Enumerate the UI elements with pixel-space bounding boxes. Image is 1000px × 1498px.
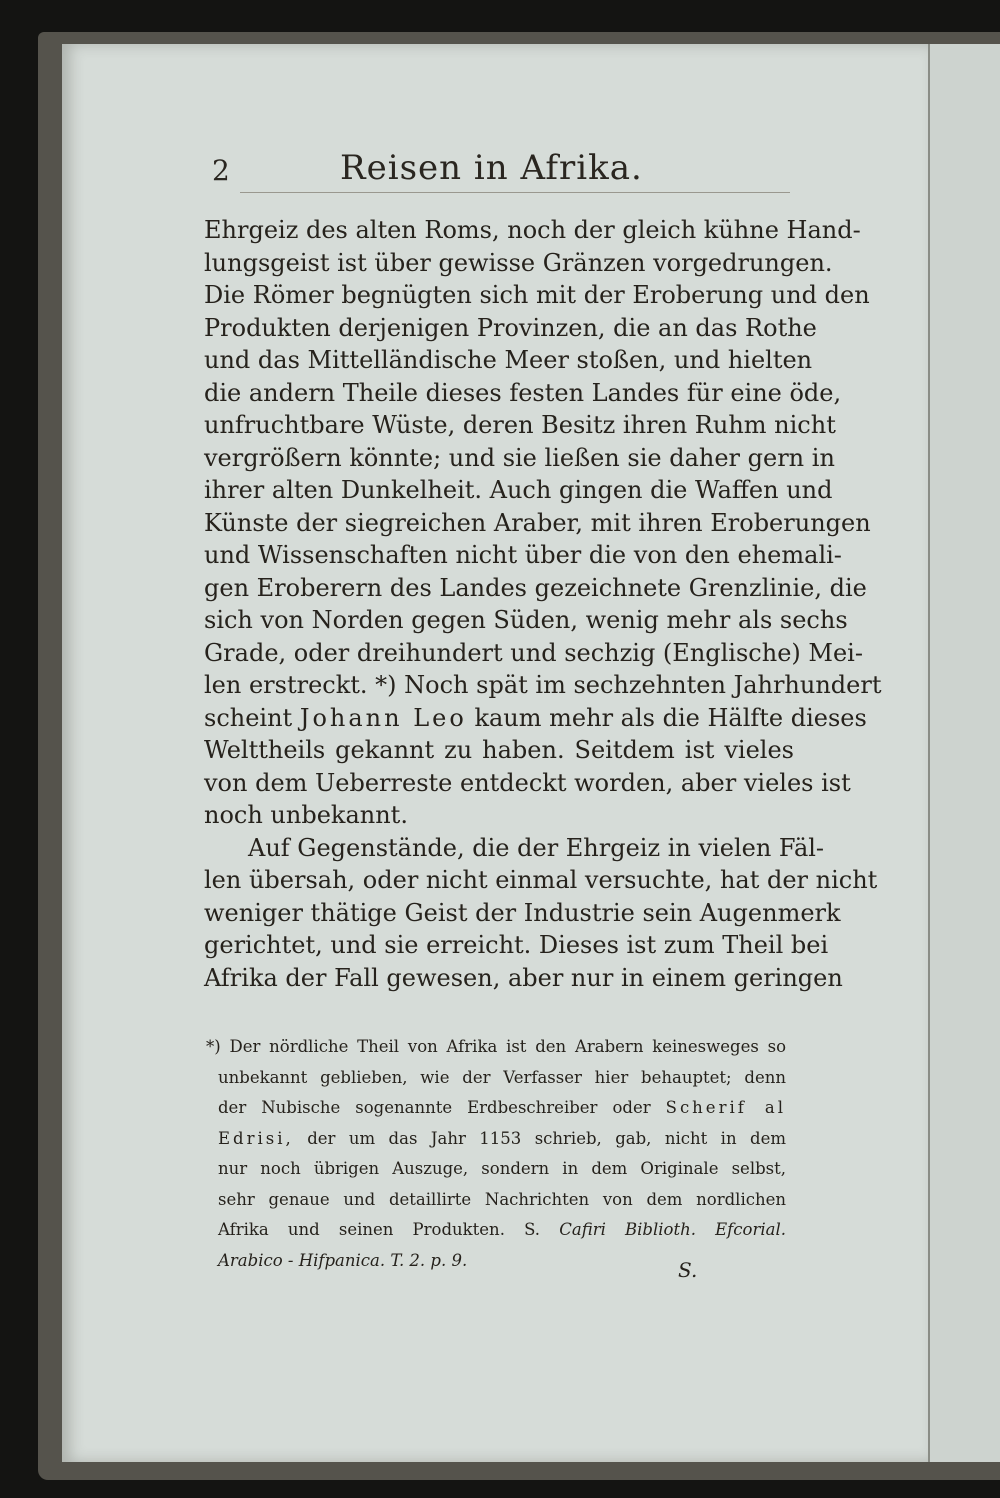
text-line: len erstreckt. *) Noch spät im sechzehnten Jahrhundert xyxy=(204,671,882,699)
text-line: Ehrgeiz des alten Roms, noch der gleich kühne Hand- xyxy=(204,216,861,244)
text-fragment: der um das Jahr 1153 schrieb, gab, nicht in dem xyxy=(307,1128,786,1148)
text-fragment: Afrika und seinen Produkten. S. xyxy=(218,1220,541,1239)
text-fragment: der Nubische sogenannte Erdbeschreiber oder xyxy=(218,1098,651,1117)
paragraph-start-line: Auf Gegenstände, die der Ehrgeiz in vielen Fäl- xyxy=(248,833,825,862)
footnote-line: sehr genaue und detaillirte Nachrichten von dem nordlichen xyxy=(218,1189,786,1209)
citation-italic: Cafiri Biblioth. Efcorial. xyxy=(559,1220,786,1239)
text-line: Die Römer begnügten sich mit der Eroberung und den xyxy=(204,281,870,309)
text-line: Welttheils gekannt zu haben. Seitdem ist vieles xyxy=(204,736,794,764)
facing-page-edge xyxy=(928,44,1000,1462)
text-line: lungsgeist ist über gewisse Gränzen vorgedrungen. xyxy=(204,248,833,277)
footnote-line xyxy=(206,1093,786,1124)
spaced-name: Johann Leo xyxy=(299,703,467,732)
spaced-name: Scherif al xyxy=(665,1098,786,1117)
body-text xyxy=(204,214,882,994)
page-number: 2 xyxy=(212,154,230,187)
footnote-line xyxy=(206,1215,786,1246)
footnote-line: Arabico - Hifpanica. T. 2. p. 9. xyxy=(218,1250,468,1270)
text-line: noch unbekannt. xyxy=(204,801,408,829)
footnote-line: nur noch übrigen Auszuge, sondern in dem Originale selbst, xyxy=(218,1159,786,1178)
footnote-line xyxy=(206,1124,786,1155)
text-line: Produkten derjenigen Provinzen, die an das Rothe xyxy=(204,313,817,342)
header-rule xyxy=(240,192,790,193)
text-line: sich von Norden gegen Süden, wenig mehr als sechs xyxy=(204,606,848,634)
text-line: ihrer alten Dunkelheit. Auch gingen die Waffen und xyxy=(204,476,833,504)
text-line: vergrößern könnte; und sie ließen sie daher gern in xyxy=(204,443,835,472)
running-head: Reisen in Afrika. xyxy=(340,148,643,188)
text-line: len übersah, oder nicht einmal versuchte, hat der nicht xyxy=(204,866,878,894)
text-fragment: kaum mehr als die Hälfte dieses xyxy=(474,703,867,732)
catchword: S. xyxy=(678,1258,698,1282)
text-line: gen Eroberern des Landes gezeichnete Grenzlinie, die xyxy=(204,573,867,602)
footnote xyxy=(206,1032,786,1276)
text-line: gerichtet, und sie erreicht. Dieses ist zum Theil bei xyxy=(204,931,829,959)
text-line-with-name xyxy=(204,702,867,735)
footnote-line xyxy=(206,1032,786,1063)
spaced-name: Edrisi, xyxy=(218,1128,294,1148)
footnote-line: unbekannt geblieben, wie der Verfasser hier behauptet; denn xyxy=(218,1067,786,1087)
text-line: die andern Theile dieses festen Landes für eine öde, xyxy=(204,378,842,407)
text-line: unfruchtbare Wüste, deren Besitz ihren Ruhm nicht xyxy=(204,411,836,439)
footnote-marker: *) xyxy=(206,1037,221,1056)
text-line: weniger thätige Geist der Industrie sein Augenmerk xyxy=(204,898,841,927)
text-fragment: Der nördliche Theil von Afrika ist den Arabern keinesweges so xyxy=(229,1037,787,1056)
text-line: Grade, oder dreihundert und sechzig (Englische) Mei- xyxy=(204,638,863,667)
text-line: Afrika der Fall gewesen, aber nur in einem geringen xyxy=(204,963,843,992)
text-line: von dem Ueberreste entdeckt worden, aber vieles ist xyxy=(204,768,851,797)
text-fragment: scheint xyxy=(204,703,293,732)
text-line: und das Mittelländische Meer stoßen, und hielten xyxy=(204,346,813,374)
text-line: Künste der siegreichen Araber, mit ihren Eroberungen xyxy=(204,508,871,537)
text-line: und Wissenschaften nicht über die von den ehemali- xyxy=(204,541,842,569)
